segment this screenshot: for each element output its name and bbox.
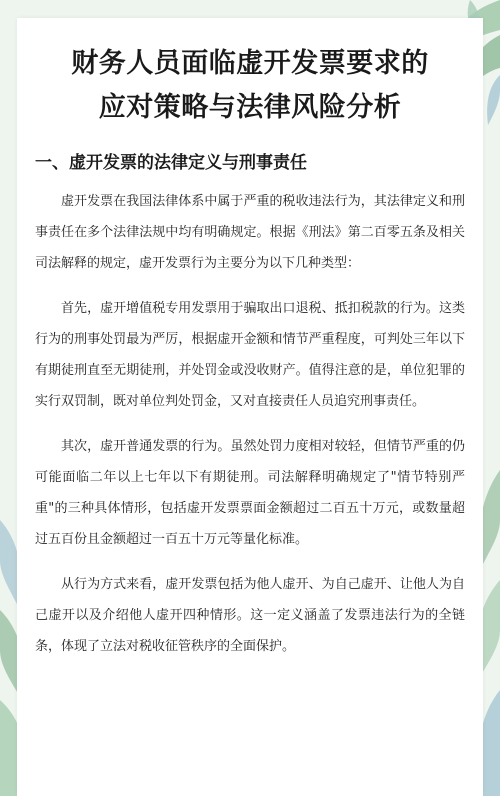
- document-page: [17, 18, 483, 796]
- title-line-1: 财务人员面临虚开发票要求的: [71, 48, 429, 79]
- paragraph-2: 首先，虚开增值税专用发票用于骗取出口退税、抵扣税款的行为。这类行为的刑事处罚最为严厉，根据虚开金额和情节严重程度，可判处三年以下有期徒刑直至无期徒刑，并处罚金或没收财产。值得注意的是，单位犯罪的实行双罚制，既对单位判处罚金，又对直接责任人员追究刑事责任。: [35, 301, 465, 409]
- title-line-2: 应对策略与法律风险分析: [98, 92, 402, 123]
- section-heading: 一、虚开发票的法律定义与刑事责任: [35, 153, 307, 173]
- document-title: [17, 42, 483, 130]
- paragraph-1: 虚开发票在我国法律体系中属于严重的税收违法行为，其法律定义和刑事责任在多个法律法规中均有明确规定。根据《刑法》第二百零五条及相关司法解释的规定，虚开发票行为主要分为以下几种类型：: [35, 194, 465, 271]
- paragraph-4: 从行为方式来看，虚开发票包括为他人虚开、为自己虚开、让他人为自己虚开以及介绍他人虚开四种情形。这一定义涵盖了发票违法行为的全链条，体现了立法对税收征管秩序的全面保护。: [35, 577, 465, 654]
- paragraph-3: 其次，虚开普通发票的行为。虽然处罚力度相对较轻，但情节严重的仍可能面临二年以上七年以下有期徒刑。司法解释明确规定了"情节特别严重"的三种具体情形，包括虚开发票票面金额超过二百五十万元，或数量超过五百份且金额超过一百五十万元等量化标准。: [35, 439, 465, 547]
